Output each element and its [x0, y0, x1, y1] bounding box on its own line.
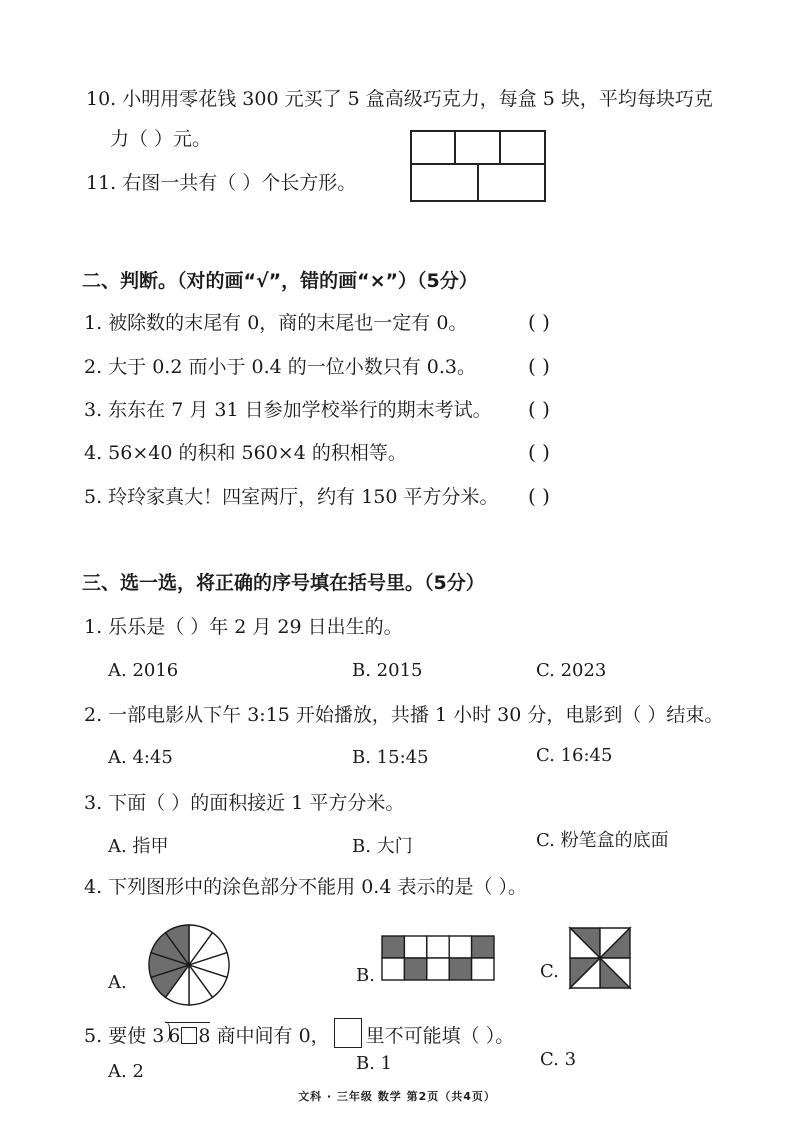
grid-cell — [382, 936, 404, 958]
q5-dividend-digit-2: 8 — [198, 1025, 211, 1047]
choice-q5-option-b[interactable]: B. 1 — [356, 1053, 393, 1074]
grid-cell — [404, 936, 426, 958]
choice-q1-option-c[interactable]: C. 2023 — [536, 660, 607, 681]
pie-figure-a — [146, 922, 232, 1008]
choice-q2-option-b[interactable]: B. 15:45 — [352, 747, 429, 768]
judge-paren-5[interactable]: ( ) — [528, 484, 550, 508]
grid-cell — [427, 936, 449, 958]
choice-q3-option-c[interactable]: C. 粉笔盒的底面 — [536, 830, 669, 851]
choice-q3-option-a[interactable]: A. 指甲 — [108, 836, 169, 857]
judge-item-4: 4. 56×40 的积和 560×4 的积相等。 — [84, 442, 407, 464]
choice-q5-stem — [84, 1018, 514, 1049]
grid-cell — [449, 958, 471, 980]
grid-cell — [427, 958, 449, 980]
choice-q5-option-c[interactable]: C. 3 — [540, 1049, 577, 1070]
choice-q4-option-a[interactable]: A. — [108, 972, 127, 993]
judge-item-3: 3. 东东在 7 月 31 日参加学校举行的期末考试。 — [84, 399, 492, 421]
judge-paren-4[interactable]: ( ) — [528, 440, 550, 464]
square-figure-c — [568, 926, 634, 990]
dividend-blank-box — [181, 1027, 197, 1044]
choice-q2-option-c[interactable]: C. 16:45 — [536, 745, 613, 766]
grid-cell — [449, 936, 471, 958]
grid-cell — [472, 958, 494, 980]
section3-heading: 三、选一选，将正确的序号填在括号里。（5分） — [82, 572, 485, 594]
choice-q4-stem: 4. 下列图形中的涂色部分不能用 0.4 表示的是（ ）。 — [84, 876, 528, 898]
choice-q2-stem: 2. 一部电影从下午 3:15 开始播放，共播 1 小时 30 分，电影到（ ）结束。 — [84, 704, 724, 726]
choice-q1-option-a[interactable]: A. 2016 — [108, 660, 179, 681]
grid-figure-b — [380, 934, 496, 984]
choice-q1-option-b[interactable]: B. 2015 — [352, 660, 423, 681]
judge-item-5: 5. 玲玲家真大！四室两厅，约有 150 平方分米。 — [84, 486, 499, 508]
choice-q3-option-b[interactable]: B. 大门 — [352, 836, 413, 857]
q5-stem-mid: 商中间有 0， — [210, 1025, 330, 1047]
q5-stem-post: 里不可能填（ ）。 — [365, 1025, 515, 1047]
division-bracket — [165, 1022, 210, 1049]
choice-q4-option-b[interactable]: B. — [356, 965, 375, 986]
choice-q2-option-a[interactable]: A. 4:45 — [108, 747, 173, 768]
q10-line2: 力（ ）元。 — [110, 128, 212, 150]
grid-cell — [404, 958, 426, 980]
choice-q3-stem: 3. 下面（ ）的面积接近 1 平方分米。 — [84, 792, 405, 814]
grid-cell — [382, 958, 404, 980]
judge-paren-2[interactable]: ( ) — [528, 354, 550, 378]
judge-paren-3[interactable]: ( ) — [528, 397, 550, 421]
section2-heading: 二、判断。（对的画“√”，错的画“×”）（5分） — [82, 270, 478, 292]
page-footer: 文科 · 三年级 数学 第2页（共4页） — [298, 1090, 496, 1103]
q5-stem-prefix: 5. 要使 3 — [84, 1025, 165, 1047]
choice-q1-stem: 1. 乐乐是（ ）年 2 月 29 日出生的。 — [84, 616, 403, 638]
judge-paren-1[interactable]: ( ) — [528, 310, 550, 334]
grid-cell — [472, 936, 494, 958]
choice-q5-option-a[interactable]: A. 2 — [108, 1061, 144, 1082]
q10-line1: 10. 小明用零花钱 300 元买了 5 盒高级巧克力，每盒 5 块，平均每块巧克 — [86, 88, 713, 110]
judge-item-2: 2. 大于 0.2 而小于 0.4 的一位小数只有 0.3。 — [84, 356, 477, 378]
judge-item-1: 1. 被除数的末尾有 0，商的末尾也一定有 0。 — [84, 312, 468, 334]
q5-dividend-digit-1: 6 — [168, 1025, 181, 1047]
rectangles-figure — [408, 128, 548, 204]
choice-q4-option-c[interactable]: C. — [540, 961, 559, 982]
q11-text: 11. 右图一共有（ ）个长方形。 — [86, 172, 357, 194]
answer-blank-box — [334, 1018, 362, 1048]
